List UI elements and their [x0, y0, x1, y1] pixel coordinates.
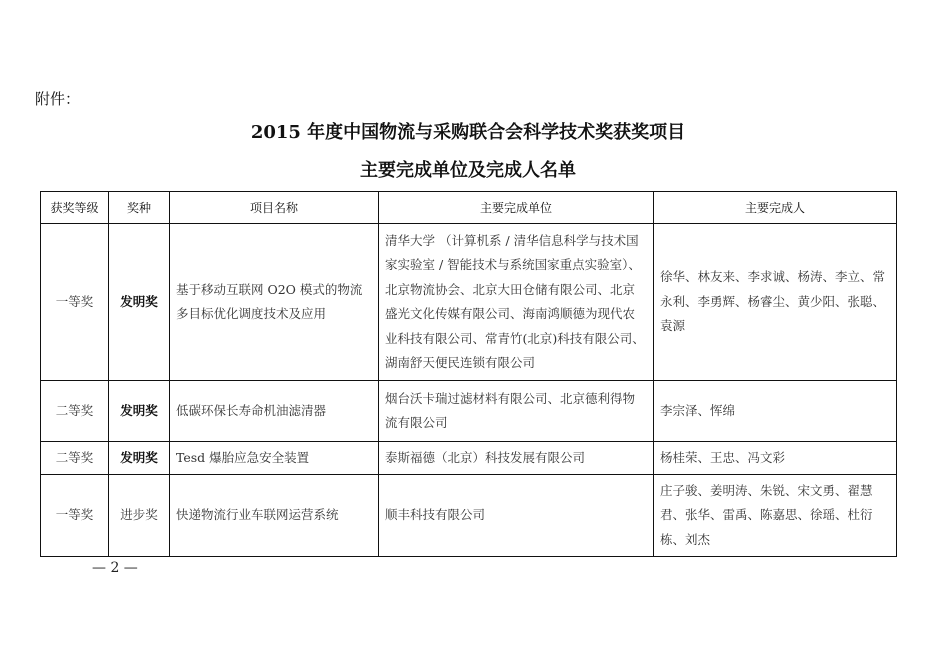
- awards-table: [40, 191, 897, 557]
- document-subtitle: 主要完成单位及完成人名单: [360, 160, 576, 181]
- award-level: 一等奖: [41, 475, 109, 557]
- main-persons: 杨桂荣、王忠、冯文彩: [654, 442, 897, 475]
- main-units: 烟台沃卡瑞过滤材料有限公司、北京德利得物流有限公司: [379, 381, 654, 442]
- award-level: 二等奖: [41, 381, 109, 442]
- project-name: Tesd 爆胎应急安全装置: [170, 442, 379, 475]
- page-number: — 2 —: [92, 560, 138, 576]
- project-name: 低碳环保长寿命机油滤清器: [170, 381, 379, 442]
- main-units: 泰斯福德（北京）科技发展有限公司: [379, 442, 654, 475]
- award-level: 一等奖: [41, 224, 109, 381]
- table-row: [41, 442, 897, 475]
- header-main-persons: 主要完成人: [654, 192, 897, 224]
- award-type: 发明奖: [109, 224, 170, 381]
- main-units: 清华大学 （计算机系 / 清华信息科学与技术国家实验室 / 智能技术与系统国家重点实验室）、北京物流协会、北京大田仓储有限公司、北京盛光文化传媒有限公司、海南鸿顺德为现代农业科技有限公司、常青竹(北京)科技有限公司、湖南舒天便民连锁有限公司: [379, 224, 654, 381]
- table-header-row: [41, 192, 897, 224]
- document-title: 2015 年度中国物流与采购联合会科学技术奖获奖项目: [250, 122, 686, 143]
- header-award-level: 获奖等级: [41, 192, 109, 224]
- award-type: 发明奖: [109, 381, 170, 442]
- project-name: 基于移动互联网 O2O 模式的物流多目标优化调度技术及应用: [170, 224, 379, 381]
- header-project-name: 项目名称: [170, 192, 379, 224]
- attachment-label: 附件：: [35, 90, 81, 108]
- project-name: 快递物流行业车联网运营系统: [170, 475, 379, 557]
- main-units: 顺丰科技有限公司: [379, 475, 654, 557]
- main-persons: 李宗泽、恽绵: [654, 381, 897, 442]
- award-type: 进步奖: [109, 475, 170, 557]
- main-persons: 徐华、林友来、李求诚、杨涛、李立、常永利、李勇辉、杨睿尘、黄少阳、张聪、袁源: [654, 224, 897, 381]
- table-row: [41, 381, 897, 442]
- award-type: 发明奖: [109, 442, 170, 475]
- header-main-units: 主要完成单位: [379, 192, 654, 224]
- award-level: 二等奖: [41, 442, 109, 475]
- table-row: [41, 475, 897, 557]
- header-award-type: 奖种: [109, 192, 170, 224]
- table-row: [41, 224, 897, 381]
- main-persons: 庄子骏、姜明涛、朱锐、宋文勇、翟慧君、张华、雷禹、陈嘉思、徐瑶、杜衍栋、刘杰: [654, 475, 897, 557]
